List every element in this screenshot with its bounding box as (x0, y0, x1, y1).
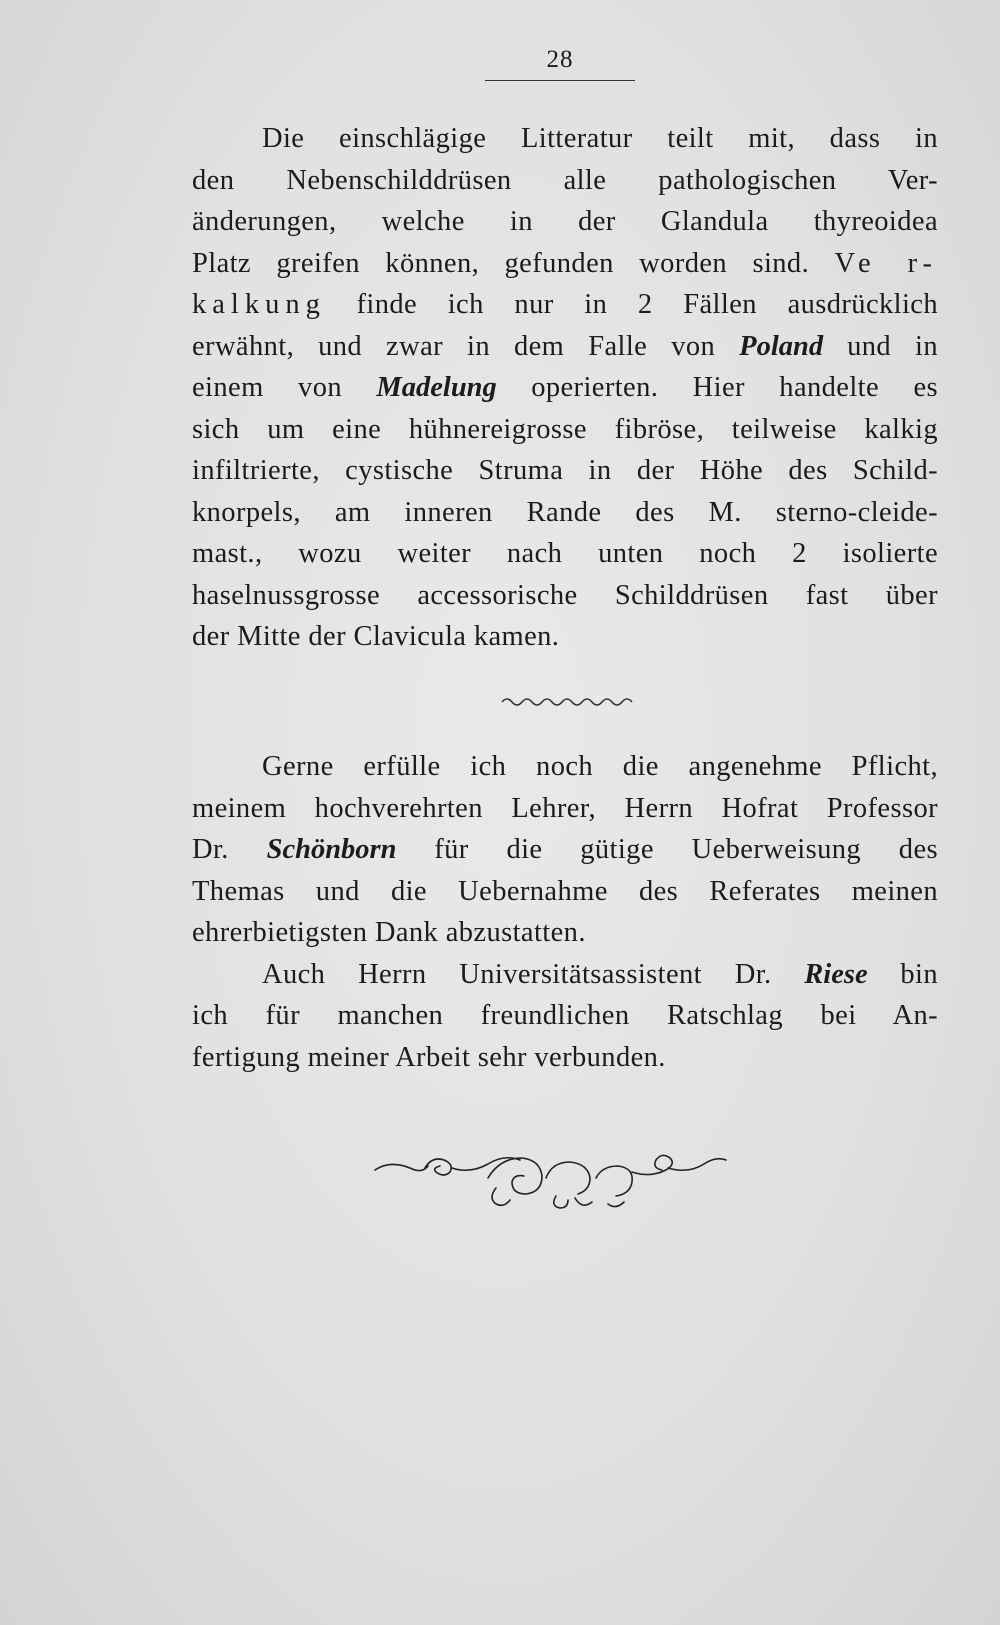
text-line (192, 367, 938, 409)
page-number: 28 (546, 46, 574, 73)
text-line: Gerne erfülle ich noch die angenehme Pflicht, (262, 751, 938, 782)
text-segment: Ve r- (834, 247, 939, 279)
text-line: meinem hochverehrten Lehrer, Herrn Hofrat Professor (192, 792, 938, 824)
person-name: Riese (804, 958, 868, 990)
text-line: der Mitte der Clavicula kamen. (192, 621, 560, 652)
text-line: infiltrierte, cystische Struma in der Höhe des Schild- (192, 455, 938, 486)
text-segment: und in (823, 330, 938, 362)
text-line (192, 243, 938, 285)
text-segment: operierten. Hier handelte es (496, 372, 938, 403)
text-line: knorpels, am inneren Rande des M. sterno-cleide- (192, 496, 938, 528)
text-line (192, 954, 938, 996)
paragraph-literature (192, 118, 938, 658)
paragraph-acknowledgement (192, 746, 938, 1078)
text-segment: Platz greifen können, gefunden worden sind. (192, 247, 810, 279)
person-name: Poland (739, 330, 824, 362)
text-segment: Auch Herrn Universitätsassistent Dr. (262, 958, 805, 990)
emphasized-word: kalkung (192, 289, 326, 320)
text-line: Themas und die Uebernahme des Referates meinen (192, 875, 938, 907)
text-line: ich für manchen freundlichen Ratschlag bei An- (192, 1000, 938, 1031)
text-segment: einem von (192, 372, 377, 403)
text-segment: erwähnt, und zwar in dem Falle von (192, 330, 740, 362)
text-line: fertigung meiner Arbeit sehr verbunden. (192, 1041, 666, 1073)
text-line (192, 326, 938, 368)
text-line (192, 284, 938, 326)
flourish-ornament-icon (370, 1148, 730, 1218)
text-line: den Nebenschilddrüsen alle pathologischen Ver- (192, 164, 938, 196)
text-line: Die einschlägige Litteratur teilt mit, dass in (262, 123, 938, 154)
text-line (192, 829, 938, 871)
text-segment: für die gütige Ueberweisung des (396, 834, 938, 865)
person-name: Schönborn (266, 834, 397, 865)
page-number-rule (485, 80, 635, 81)
person-name: Madelung (376, 372, 497, 403)
wavy-divider (500, 692, 640, 712)
text-segment: Dr. (192, 834, 267, 865)
text-line: mast., wozu weiter nach unten noch 2 isolierte (192, 538, 938, 569)
text-line: änderungen, welche in der Glandula thyreoidea (192, 206, 938, 237)
text-segment: finde ich nur in 2 Fällen ausdrücklich (325, 289, 938, 320)
text-line: haselnussgrosse accessorische Schilddrüsen fast über (192, 579, 938, 611)
text-line: sich um eine hühnereigrosse fibröse, teilweise kalkig (192, 413, 938, 445)
text-segment: bin (867, 958, 938, 990)
text-line: ehrerbietigsten Dank abzustatten. (192, 917, 586, 948)
